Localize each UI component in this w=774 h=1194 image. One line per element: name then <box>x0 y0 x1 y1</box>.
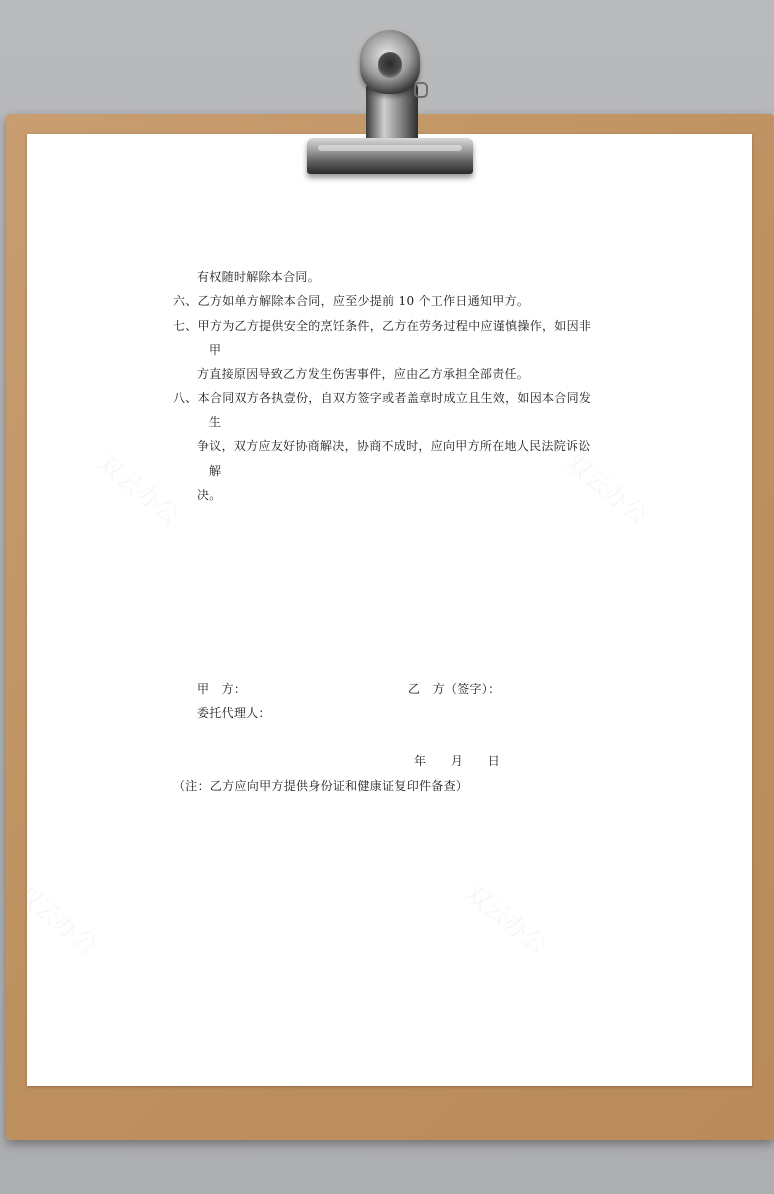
clause-line: 甲 <box>209 343 222 357</box>
binder-clip-shine <box>318 145 462 151</box>
clause-line: 方直接原因导致乙方发生伤害事件，应由乙方承担全部责任。 <box>197 367 530 381</box>
clause-line: 生 <box>209 415 222 429</box>
agent-label: 委托代理人： <box>197 706 271 720</box>
binder-clip-wire <box>414 82 428 98</box>
clause-line: 有权随时解除本合同。 <box>197 270 321 284</box>
watermark: 双云办公 <box>10 878 103 961</box>
party-b-label: 乙 方（签字）： <box>408 682 501 696</box>
binder-clip-base <box>307 138 473 174</box>
clause-line: 八、本合同双方各执壹份，自双方签字或者盖章时成立且生效，如因本合同发 <box>173 391 592 405</box>
date-label: 年 月 日 <box>414 754 501 768</box>
document-page <box>27 134 752 1086</box>
clause-line: 解 <box>209 464 222 478</box>
clause-line: 争议，双方应友好协商解决，协商不成时，应向甲方所在地人民法院诉讼 <box>197 439 591 453</box>
clause-line: 决。 <box>197 488 222 502</box>
note-text: （注：乙方应向甲方提供身份证和健康证复印件备查） <box>173 779 469 793</box>
clause-line: 六、乙方如单方解除本合同，应至少提前 10 个工作日通知甲方。 <box>173 294 530 308</box>
clause-line: 七、甲方为乙方提供安全的烹饪条件，乙方在劳务过程中应谨慎操作，如因非 <box>173 319 592 333</box>
watermark: 双云办公 <box>460 878 553 961</box>
watermark: 双云办公 <box>560 448 653 531</box>
party-a-label: 甲 方： <box>197 682 247 696</box>
binder-clip-hole <box>378 52 402 78</box>
watermark: 双云办公 <box>92 448 185 531</box>
